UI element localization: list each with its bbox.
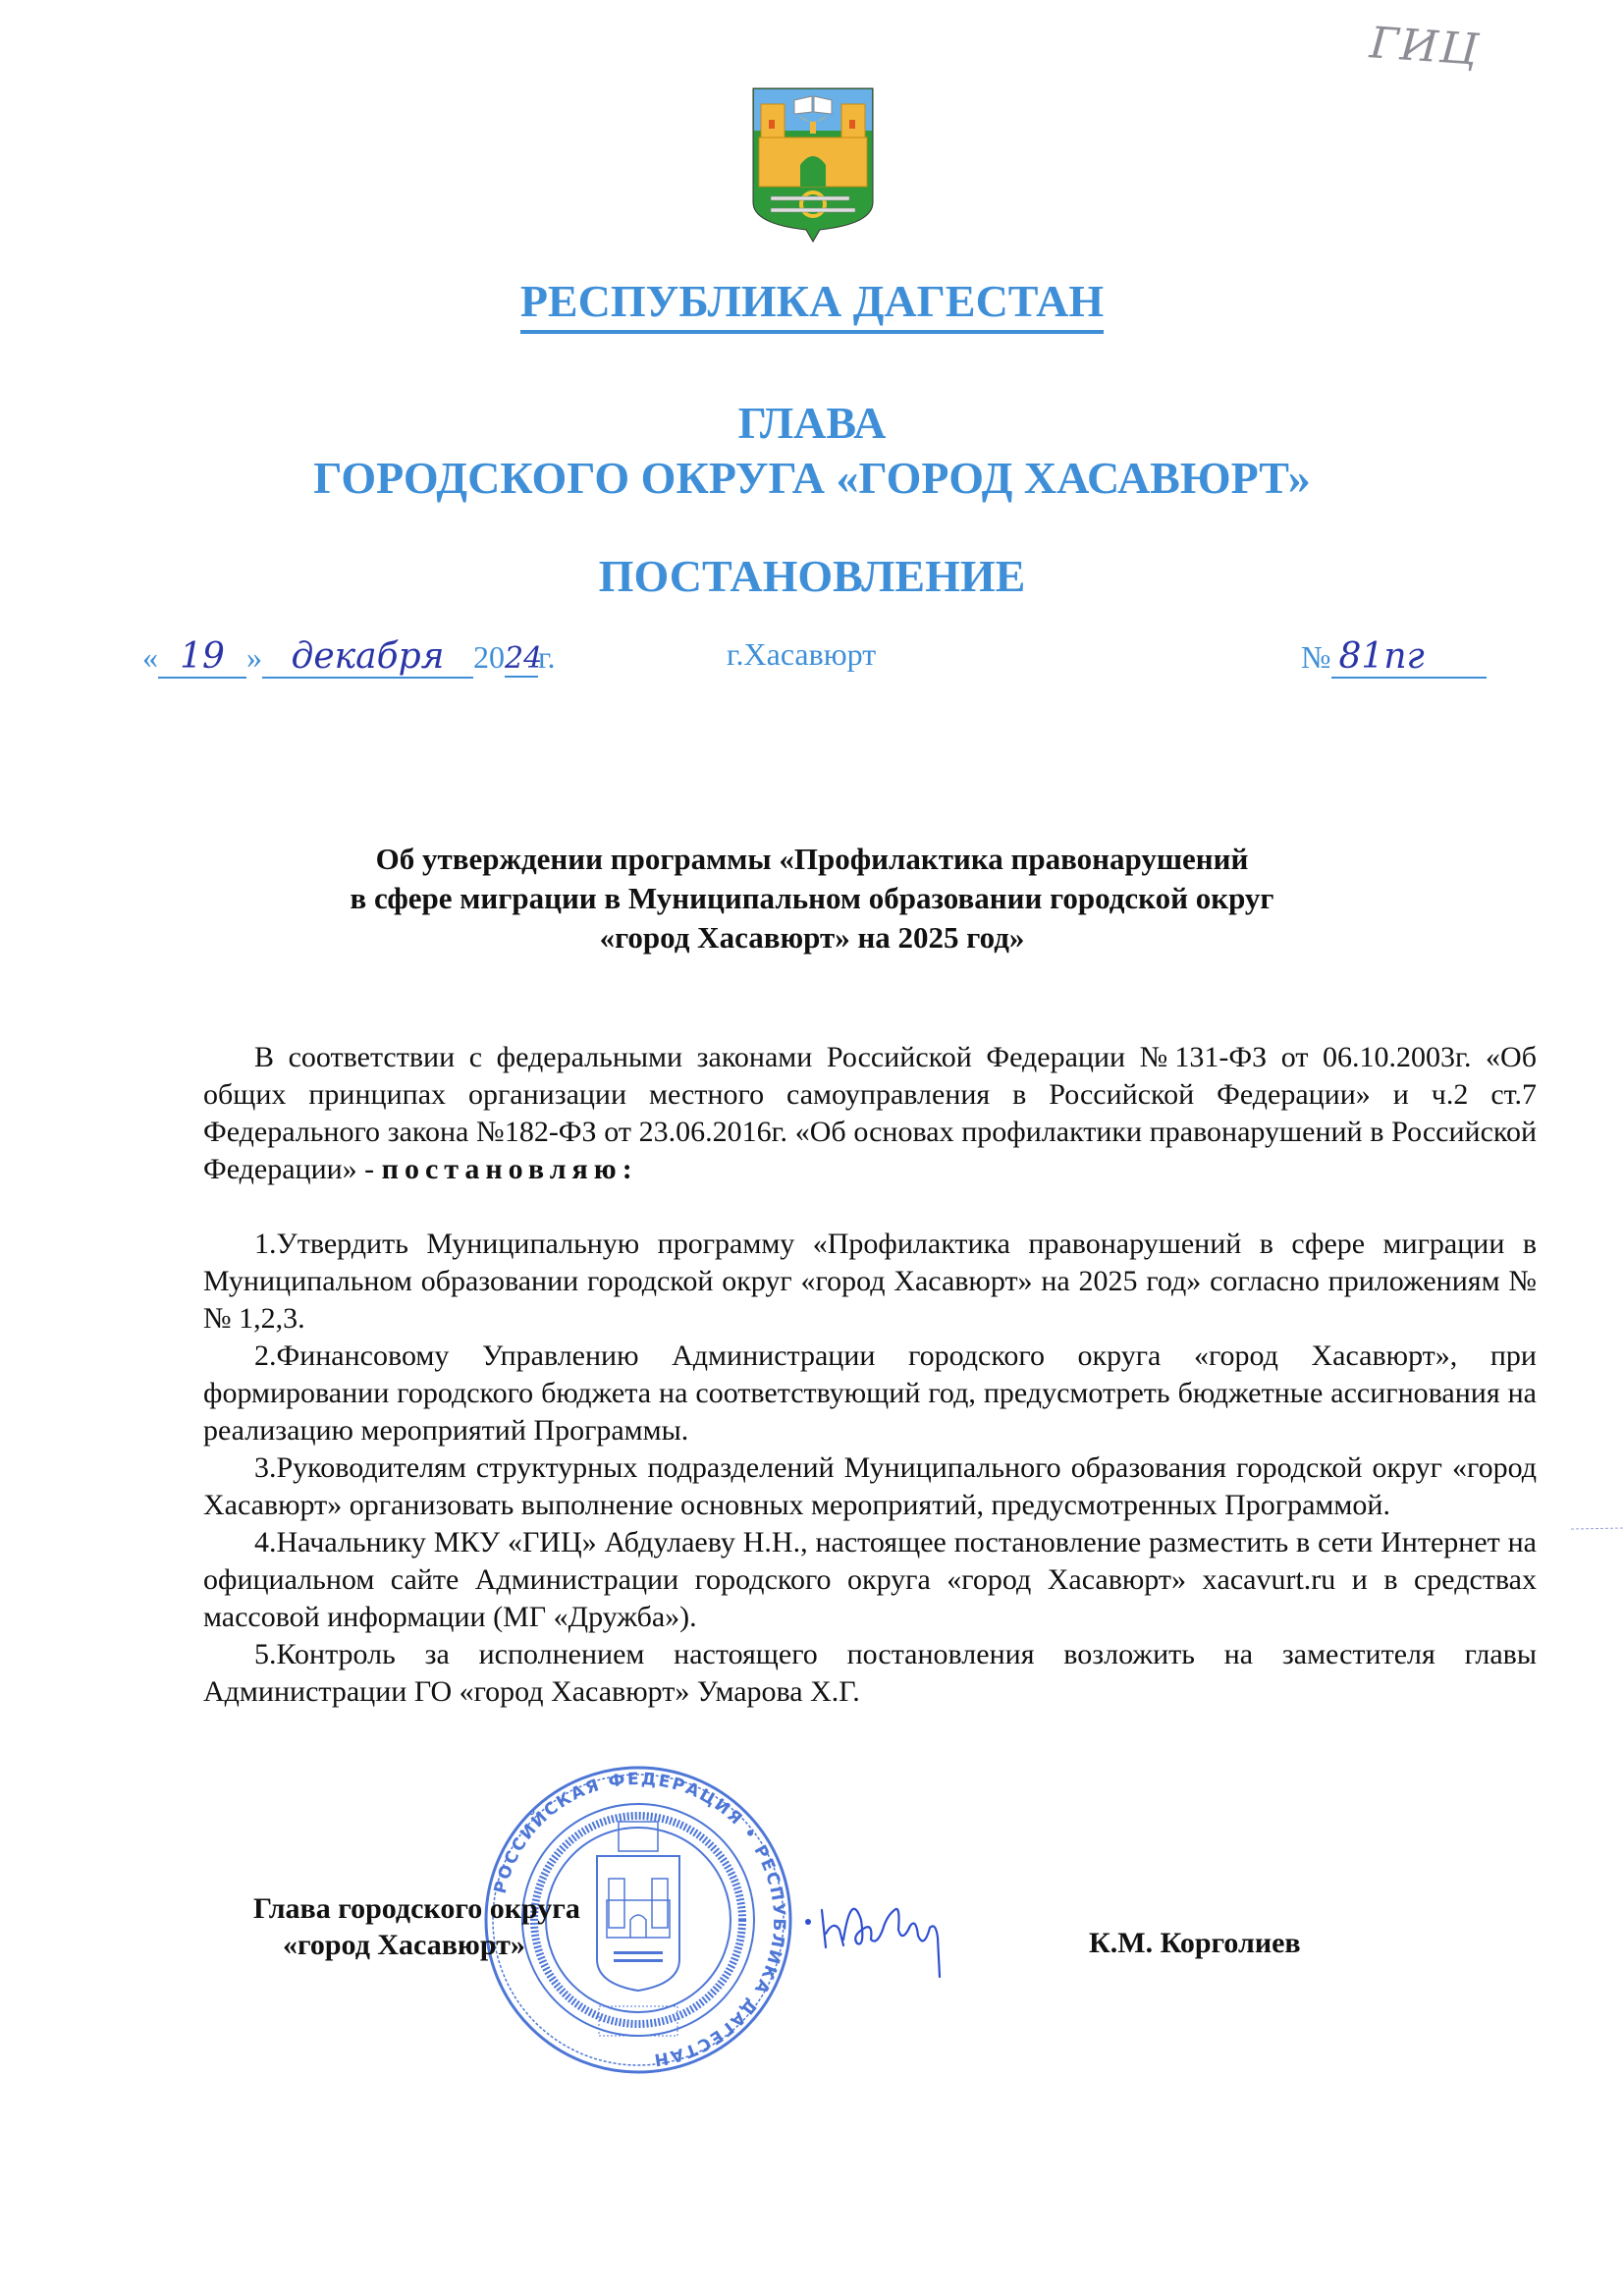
- document-body: [203, 1039, 1537, 1711]
- authority-heading-line2: ГОРОДСКОГО ОКРУГА «ГОРОД ХАСАВЮРТ»: [313, 453, 1311, 503]
- date-day-field: [158, 636, 246, 679]
- resolution-item: 4.Начальнику МКУ «ГИЦ» Абдулаеву Н.Н., настоящее постановление разместить в сети Интернет на официальном сайте Администрации городского округа «город Хасавюрт» xacavurt.ru и в средствах массовой информации (МГ «Дружба»).: [203, 1526, 1537, 1633]
- scan-artifact-line: [1571, 1527, 1624, 1531]
- coat-of-arms-icon: [751, 86, 875, 244]
- date-number-line: [142, 636, 1497, 705]
- date-month-field: [262, 636, 473, 679]
- signatory-name: К.М. Корголиев: [1089, 1927, 1301, 1959]
- resolution-item: 2.Финансовому Управлению Администрации городского округа «город Хасавюрт», при формировании городского бюджета на соответствующий год, предусмотреть бюджетные ассигнования на реализацию мероприятий Программы.: [203, 1339, 1537, 1447]
- document-type-heading: ПОСТАНОВЛЕНИЕ: [598, 551, 1026, 601]
- handwritten-signature-icon: [800, 1871, 977, 1989]
- resolution-item: 1.Утвердить Муниципальную программу «Профилактика правонарушений в сфере миграции в Муниципальном образовании городской округ «город Хасавюрт» на 2025 год» согласно приложениям №№ 1,2,3.: [203, 1228, 1537, 1335]
- resolution-item: 3.Руководителям структурных подразделений Муниципального образования городской округ «город Хасавюрт» организовать выполнение основных мероприятий, предусмотренных Программой.: [203, 1451, 1537, 1521]
- date-year-unit: г.: [538, 639, 556, 675]
- archive-handwritten-mark: ГИЦ: [1368, 18, 1482, 76]
- signatory-position-line1: Глава городского округа: [253, 1892, 580, 1925]
- authority-heading-line1: ГЛАВА: [737, 398, 887, 448]
- date-month: декабря: [291, 636, 445, 677]
- document-title: [0, 840, 1624, 957]
- document-number-block: [1301, 636, 1487, 679]
- date-day: 19: [180, 636, 225, 677]
- date-close-quote: »: [246, 639, 262, 675]
- resolve-word: постановляю:: [381, 1153, 638, 1185]
- document-number: 81пг: [1338, 636, 1425, 677]
- title-line3: «город Хасавюрт» на 2025 год»: [599, 920, 1025, 955]
- republic-heading: [0, 275, 1624, 327]
- seal-outer-text: РОССИЙСКАЯ ФЕДЕРАЦИЯ • РЕСПУБЛИКА ДАГЕСТАН: [490, 1769, 789, 2070]
- number-field: [1331, 636, 1487, 679]
- number-label: №: [1301, 639, 1331, 675]
- date-open-quote: «: [142, 639, 158, 675]
- date-year-field: [505, 639, 543, 678]
- title-line2: в сфере миграции в Муниципальном образовании городской округ: [350, 881, 1274, 915]
- preamble-paragraph: [203, 1039, 1537, 1188]
- republic-heading-text: РЕСПУБЛИКА ДАГЕСТАН: [520, 276, 1104, 334]
- date-year-suffix: 24: [505, 641, 543, 676]
- title-line1: Об утверждении программы «Профилактика правонарушений: [375, 842, 1249, 876]
- preamble-text: В соответствии с федеральными законами Российской Федерации №131-ФЗ от 06.10.2003г. «Об общих принципах организации местного самоуправления в Российской Федерации» и ч.2 ст.7 Федерального закона №182-ФЗ от 23.06.2016г. «Об основах профилактики правонарушений в Российской Федерации» -: [203, 1041, 1537, 1185]
- signatory-position-line2: «город Хасавюрт»: [283, 1929, 525, 1961]
- city-label: г.Хасавюрт: [727, 636, 877, 672]
- resolution-item: 5.Контроль за исполнением настоящего постановления возложить на заместителя главы Администрации ГО «город Хасавюрт» Умарова Х.Г.: [203, 1638, 1537, 1708]
- date-year-prefix: 20: [473, 639, 505, 675]
- signatory-position: [253, 1890, 580, 1963]
